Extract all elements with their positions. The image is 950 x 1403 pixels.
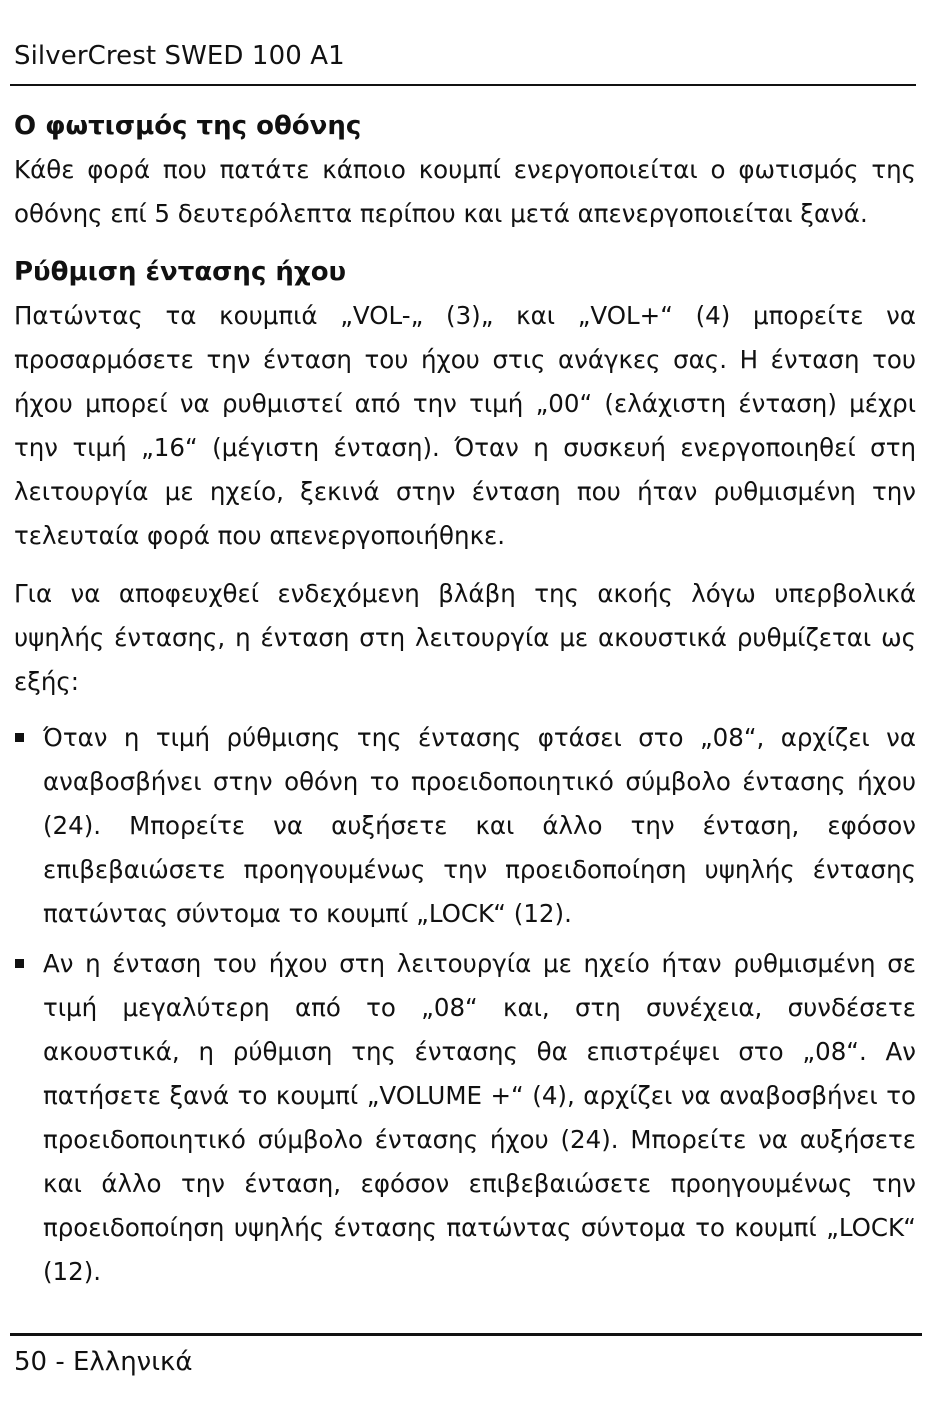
bullet-square-icon	[15, 959, 24, 968]
list-item-text: Αν η ένταση του ήχου στη λειτουργία με ηχείο ήταν ρυθμισμένη σε τιμή μεγαλύτερη από το „08“ και, στη συνέχεια, συνδέσετε ακουστικά, η ρύθμιση της έντασης θα επιστρέψει στο „08“. Αν πατήσετε ξανά το κουμπί „VOLUME +“ (4), αρχίζει να αναβοσβήνει το προειδοποιητικό σύμβολο έντασης ήχου (24). Μπορείτε να αυξήσετε και άλλο την ένταση, εφόσον επιβεβαιώσετε προηγουμένως την προειδοποίηση υψηλής έντασης πατώντας σύντομα το κουμπί „LOCK“ (12).	[43, 949, 916, 1286]
section-heading-screen-backlight: Ο φωτισμός της οθόνης	[14, 111, 362, 141]
bullet-list	[14, 716, 916, 1294]
list-item-text: Όταν η τιμή ρύθμισης της έντασης φτάσει στο „08“, αρχίζει να αναβοσβήνει στην οθόνη το προειδοποιητικό σύμβολο έντασης ήχου (24). Μπορείτε να αυξήσετε και άλλο την ένταση, εφόσον επιβεβαιώσετε προηγουμένως την προειδοποίηση υψηλής έντασης πατώντας σύντομα το κουμπί „LOCK“ (12).	[43, 723, 916, 928]
bullet-square-icon	[15, 733, 24, 742]
page-footer: 50 - Ελληνικά	[14, 1347, 193, 1377]
header-divider	[10, 84, 916, 86]
paragraph-volume-range: Πατώντας τα κουμπιά „VOL-„ (3)„ και „VOL+“ (4) μπορείτε να προσαρμόσετε την ένταση του ήχου στις ανάγκες σας. Η ένταση του ήχου μπορεί να ρυθμιστεί από την τιμή „00“ (ελάχιστη ένταση) μέχρι την τιμή „16“ (μέγιστη ένταση). Όταν η συσκευή ενεργοποιηθεί στη λειτουργία με ηχείο, ξεκινά στην ένταση που ήταν ρυθμισμένη την τελευταία φορά που απενεργοποιήθηκε.	[14, 301, 916, 550]
list-item	[14, 716, 916, 936]
paragraph-backlight: Κάθε φορά που πατάτε κάποιο κουμπί ενεργοποιείται ο φωτισμός της οθόνης επί 5 δευτερόλεπτα περίπου και μετά απενεργοποιείται ξανά.	[14, 155, 916, 228]
footer-divider	[10, 1333, 922, 1336]
list-item	[14, 942, 916, 1294]
section-heading-volume: Ρύθμιση έντασης ήχου	[14, 257, 347, 287]
page-content	[14, 104, 916, 1300]
running-header: SilverCrest SWED 100 A1	[14, 41, 345, 71]
paragraph-hearing-protection: Για να αποφευχθεί ενδεχόμενη βλάβη της ακοής λόγω υπερβολικά υψηλής έντασης, η ένταση στη λειτουργία με ακουστικά ρυθμίζεται ως εξής:	[14, 579, 916, 696]
